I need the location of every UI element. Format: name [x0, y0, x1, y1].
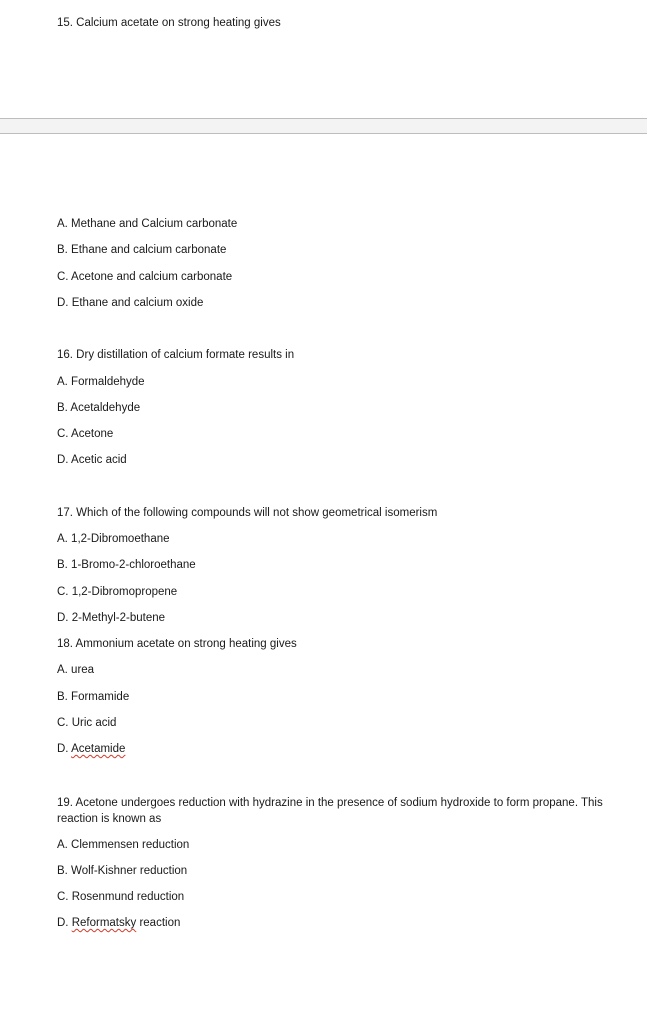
- q17-option-d: D. 2-Methyl-2-butene: [57, 612, 166, 624]
- q18-option-d-prefix: D.: [57, 743, 72, 755]
- q17-option-a: A. 1,2-Dibromoethane: [57, 533, 170, 545]
- q19-option-a: A. Clemmensen reduction: [57, 839, 190, 851]
- q18-option-b: B. Formamide: [57, 691, 130, 703]
- q17-option-b: B. 1-Bromo-2-chloroethane: [57, 559, 196, 571]
- q15-option-b: B. Ethane and calcium carbonate: [57, 244, 227, 256]
- q17-option-c: C. 1,2-Dibromopropene: [57, 586, 178, 598]
- question-19: 19. Acetone undergoes reduction with hydrazine in the presence of sodium hydroxide to form propane. This reaction is known as: [57, 797, 603, 825]
- q19-option-c: C. Rosenmund reduction: [57, 891, 185, 903]
- q19-option-d-suffix: reaction: [136, 917, 181, 929]
- q16-option-d: D. Acetic acid: [57, 454, 127, 466]
- q15-option-c: C. Acetone and calcium carbonate: [57, 271, 233, 283]
- q18-option-c: C. Uric acid: [57, 717, 117, 729]
- q16-option-b: B. Acetaldehyde: [57, 402, 141, 414]
- question-15: 15. Calcium acetate on strong heating gives: [57, 17, 281, 29]
- q18-option-d: [57, 742, 125, 756]
- q15-option-a: A. Methane and Calcium carbonate: [57, 218, 238, 230]
- page-separator: [0, 118, 647, 134]
- question-18: 18. Ammonium acetate on strong heating gives: [57, 638, 297, 650]
- question-17: 17. Which of the following compounds will not show geometrical isomerism: [57, 507, 438, 519]
- q19-option-d-prefix: D.: [57, 917, 72, 929]
- q16-option-c: C. Acetone: [57, 428, 114, 440]
- q19-option-d: [57, 916, 180, 930]
- q19-option-b: B. Wolf-Kishner reduction: [57, 865, 188, 877]
- question-16: 16. Dry distillation of calcium formate results in: [57, 349, 295, 361]
- q16-option-a: A. Formaldehyde: [57, 376, 145, 388]
- q19-option-d-spellcheck-word: Reformatsky: [71, 917, 137, 929]
- q15-option-d: D. Ethane and calcium oxide: [57, 297, 204, 309]
- q18-option-a: A. urea: [57, 664, 95, 676]
- q18-option-d-spellcheck-word: Acetamide: [71, 743, 126, 755]
